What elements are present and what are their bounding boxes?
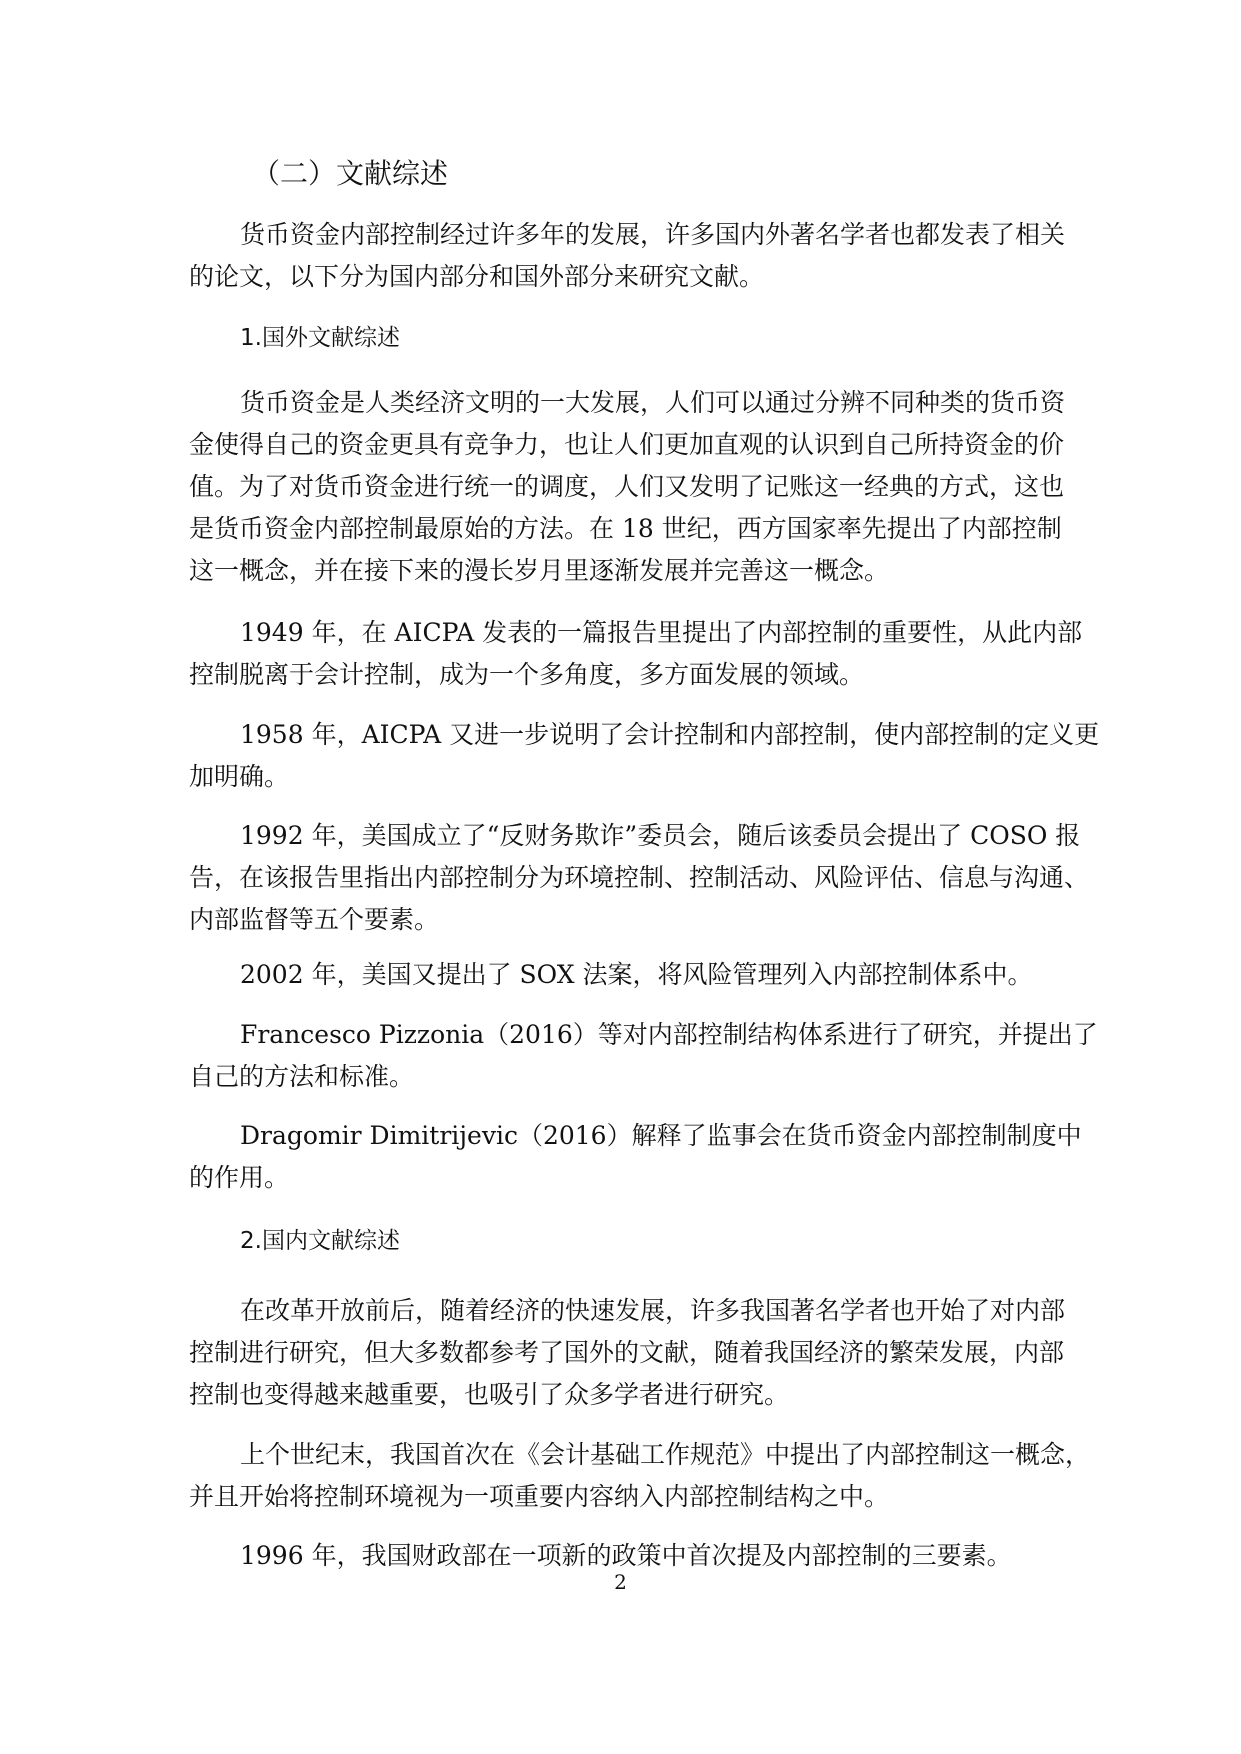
text-line: 值。为了对货币资金进行统一的调度，人们又发明了记账这一经典的方式，这也 — [189, 472, 1065, 501]
subsection-title-domestic: 2.国内文献综述 — [240, 1228, 400, 1254]
text-line: 告，在该报告里指出内部控制分为环境控制、控制活动、风险评估、信息与沟通、 — [189, 863, 1090, 892]
text-line: 的作用。 — [189, 1163, 290, 1192]
text-line: 控制脱离于会计控制，成为一个多角度，多方面发展的领域。 — [189, 660, 865, 689]
text-line: 1958 年，AICPA 又进一步说明了会计控制和内部控制，使内部控制的定义更 — [240, 720, 1100, 749]
text-line: 自己的方法和标准。 — [189, 1062, 415, 1091]
paragraph — [189, 714, 1100, 798]
text-line: 控制也变得越来越重要，也吸引了众多学者进行研究。 — [189, 1380, 790, 1409]
text-line: 这一概念，并在接下来的漫长岁月里逐渐发展并完善这一概念。 — [189, 556, 890, 585]
text-line: 内部监督等五个要素。 — [189, 905, 440, 934]
text-line: 并且开始将控制环境视为一项重要内容纳入内部控制结构之中。 — [189, 1482, 890, 1511]
text-line: 在改革开放前后，随着经济的快速发展，许多我国著名学者也开始了对内部 — [240, 1296, 1066, 1325]
text-line: 2002 年，美国又提出了 SOX 法案，将风险管理列入内部控制体系中。 — [240, 960, 1033, 989]
intro-paragraph — [189, 214, 1066, 298]
paragraph — [189, 612, 1083, 696]
text-line: 1992 年，美国成立了“反财务欺诈”委员会，随后该委员会提出了 COSO 报 — [240, 821, 1081, 850]
text-line: 金使得自己的资金更具有竞争力，也让人们更加直观的认识到自己所持资金的价 — [189, 430, 1065, 459]
text-line: 上个世纪末，我国首次在《会计基础工作规范》中提出了内部控制这一概念， — [240, 1440, 1091, 1469]
text-line: 是货币资金内部控制最原始的方法。在 18 世纪，西方国家率先提出了内部控制 — [189, 514, 1062, 543]
paragraph — [189, 1434, 1091, 1518]
text-line: 货币资金内部控制经过许多年的发展，许多国内外著名学者也都发表了相关 — [240, 220, 1066, 249]
paragraph — [189, 1014, 1098, 1098]
page-number: 2 — [614, 1570, 627, 1594]
text-line: Dragomir Dimitrijevic（2016）解释了监事会在货币资金内部控制制度中 — [240, 1121, 1082, 1150]
paragraph — [189, 815, 1090, 941]
text-line: 货币资金是人类经济文明的一大发展，人们可以通过分辨不同种类的货币资 — [240, 388, 1066, 417]
text-line: 1996 年，我国财政部在一项新的政策中首次提及内部控制的三要素。 — [240, 1541, 1012, 1570]
paragraph — [189, 954, 1059, 996]
text-line: 的论文，以下分为国内部分和国外部分来研究文献。 — [189, 262, 765, 291]
paragraph — [189, 1290, 1066, 1416]
text-line: 控制进行研究，但大多数都参考了国外的文献，随着我国经济的繁荣发展，内部 — [189, 1338, 1065, 1367]
subsection-title-foreign: 1.国外文献综述 — [240, 325, 400, 351]
paragraph — [189, 382, 1066, 592]
text-line: Francesco Pizzonia（2016）等对内部控制结构体系进行了研究，并提出了 — [240, 1020, 1098, 1049]
text-line: 1949 年，在 AICPA 发表的一篇报告里提出了内部控制的重要性，从此内部 — [240, 618, 1083, 647]
section-heading: （二）文献综述 — [252, 157, 449, 190]
paragraph — [189, 1115, 1082, 1199]
text-line: 加明确。 — [189, 762, 290, 791]
